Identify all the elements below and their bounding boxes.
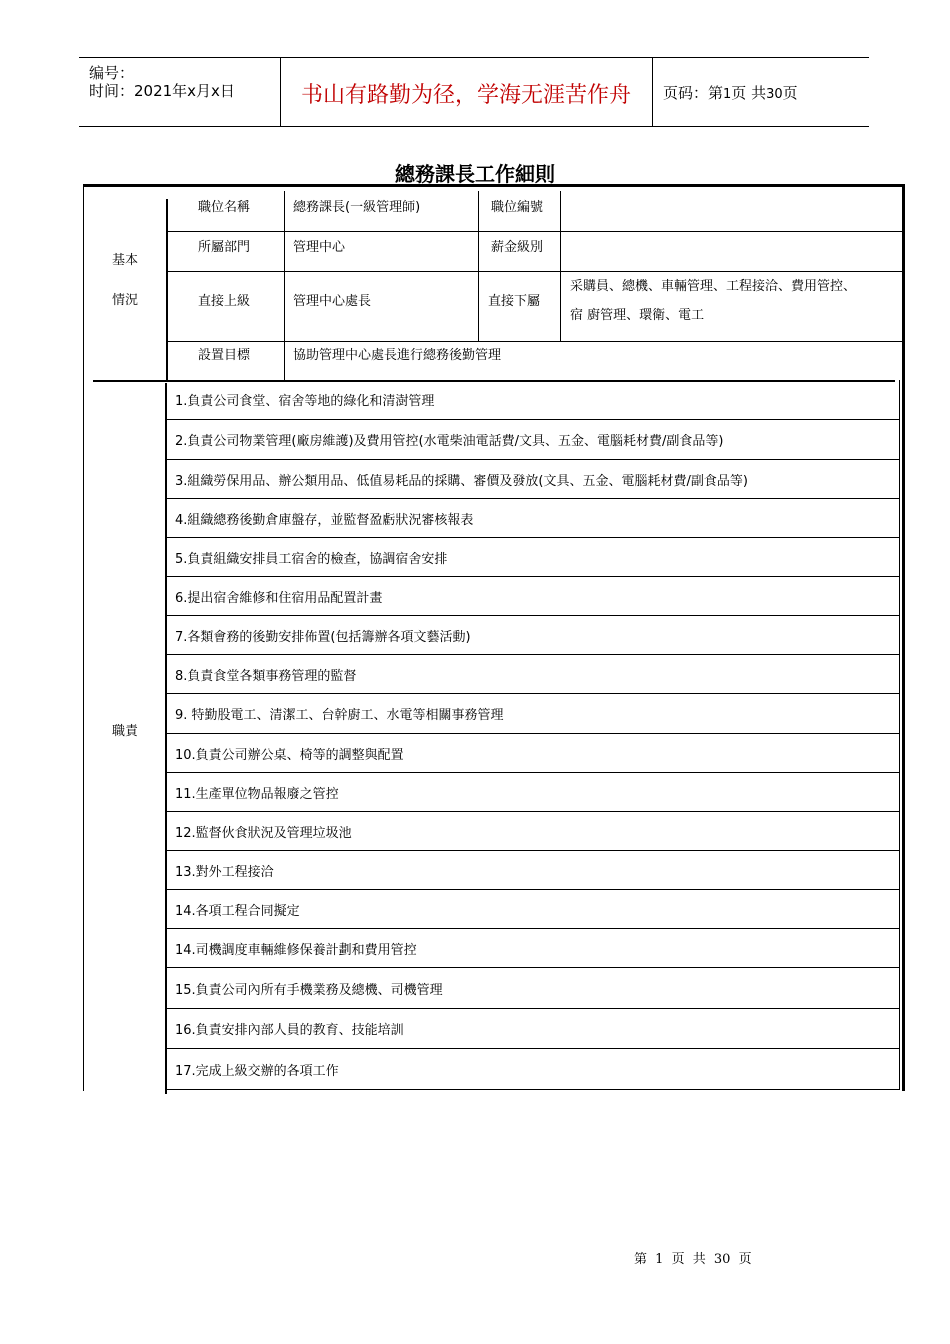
duty-row [166,499,900,538]
footer-total: 30 [713,1252,731,1267]
divider [560,191,561,341]
page-indicator [663,82,798,103]
duty-item: 2.負責公司物業管理(廠房維護)及費用管控(水電柴油電話費/文具、五金、電腦耗材費/副食品等) [175,434,724,449]
footer-text: 第 [634,1252,648,1267]
duty-item: 9. 特勤股電工、清潔工、台幹廚工、水電等相關事務管理 [175,708,504,723]
document-number-label: 编号： [89,64,135,82]
duty-row [166,1049,900,1090]
field-label-superior: 直接上級 [198,294,251,309]
document-time-label: 时间：2021年x月x日 [89,82,235,100]
duty-item: 14.各項工程合同擬定 [175,903,300,919]
field-label-position-id: 職位編號 [491,200,544,215]
duty-item: 17.完成上級交辦的各項工作 [175,1063,339,1079]
header-motto-cell [280,58,653,126]
duty-item: 12.監督伙食狀況及管理垃圾池 [175,825,352,841]
field-value-subordinates-2: 宿 廚管理、環衛、電工 [570,308,705,323]
header-page-cell [653,58,869,126]
motto: 书山有路勤为径，学海无涯苦作舟 [300,83,631,108]
divider [166,199,168,381]
duty-item: 15.負責公司內所有手機業務及總機、司機管理 [175,982,443,998]
section-label-basic-1: 基本 [112,253,139,268]
divider [167,271,903,272]
duty-row [166,773,900,812]
duty-item: 13.對外工程接洽 [175,864,274,880]
divider [478,191,479,341]
divider [899,380,900,1090]
duty-item: 14.司機調度車輛維修保養計劃和費用管控 [175,942,417,958]
duty-row [166,1009,900,1049]
duty-row [166,460,900,499]
section-label-duties: 職責 [112,724,139,739]
duty-row [166,694,900,734]
footer-text: 页 [738,1252,752,1267]
footer-text: 页 [671,1252,685,1267]
page-mid: 页 共 [731,84,767,102]
field-value-superior: 管理中心處長 [293,294,372,309]
field-label-salary-grade: 薪金級別 [491,240,544,255]
divider [167,231,903,232]
duty-row [166,655,900,694]
duty-row [166,380,900,420]
duty-item: 6.提出宿舍維修和住宿用品配置計畫 [175,590,383,606]
page-title: 總務課長工作細則 [395,162,555,186]
duty-item: 4.組織總務後勤倉庫盤存，並監督盈虧狀況審核報表 [175,512,474,528]
page-footer [634,1248,752,1267]
page-total: 30 [766,87,783,102]
duty-row [166,616,900,655]
duty-row [166,420,900,460]
duty-row [166,812,900,851]
duty-item: 1.負責公司食堂、宿舍等地的綠化和清澍管理 [175,394,435,409]
field-value-subordinates-1: 采購員、總機、車輛管理、工程接洽、費用管控、 [570,279,857,294]
divider [167,341,903,342]
field-value-department: 管理中心 [293,240,346,255]
duty-row [166,851,900,890]
divider [284,191,285,381]
field-label-objective: 設置目標 [198,348,251,363]
duty-item: 5.負責組織安排員工宿舍的檢查，協調宿舍安排 [175,551,448,567]
page-suffix: 页 [782,84,798,102]
document-header [79,57,869,127]
duty-row [166,538,900,577]
duty-row [166,968,900,1009]
duty-item: 3.組織勞保用品、辦公類用品、低值易耗品的採購、審價及發放(文具、五金、電腦耗材費/副食品等) [175,473,748,489]
duty-row [166,734,900,773]
header-meta-cell [79,58,281,126]
page-current: 1 [723,87,732,102]
section-label-basic-2: 情況 [112,293,139,308]
duty-row [166,929,900,968]
field-value-position-name: 總務課長(一級管理師) [293,200,421,215]
field-value-objective: 協助管理中心處長進行總務後勤管理 [293,348,502,363]
footer-page: 1 [655,1252,664,1267]
field-label-subordinates: 直接下屬 [488,294,541,309]
duty-row [166,890,900,929]
duty-row [166,577,900,616]
page-prefix: 页码：第 [663,84,724,102]
field-label-department: 所屬部門 [198,240,251,255]
duty-item: 10.負責公司辦公桌、椅等的調整與配置 [175,747,404,763]
field-label-position-name: 職位名稱 [198,200,251,215]
duty-item: 11.生產單位物品報廢之管控 [175,786,339,802]
duty-item: 16.負責安排內部人員的教育、技能培訓 [175,1023,404,1038]
duty-item: 7.各類會務的後勤安排佈置(包括籌辦各項文藝活動) [175,629,471,645]
footer-text: 共 [692,1252,706,1267]
duty-item: 8.負責食堂各類事務管理的監督 [175,668,357,684]
